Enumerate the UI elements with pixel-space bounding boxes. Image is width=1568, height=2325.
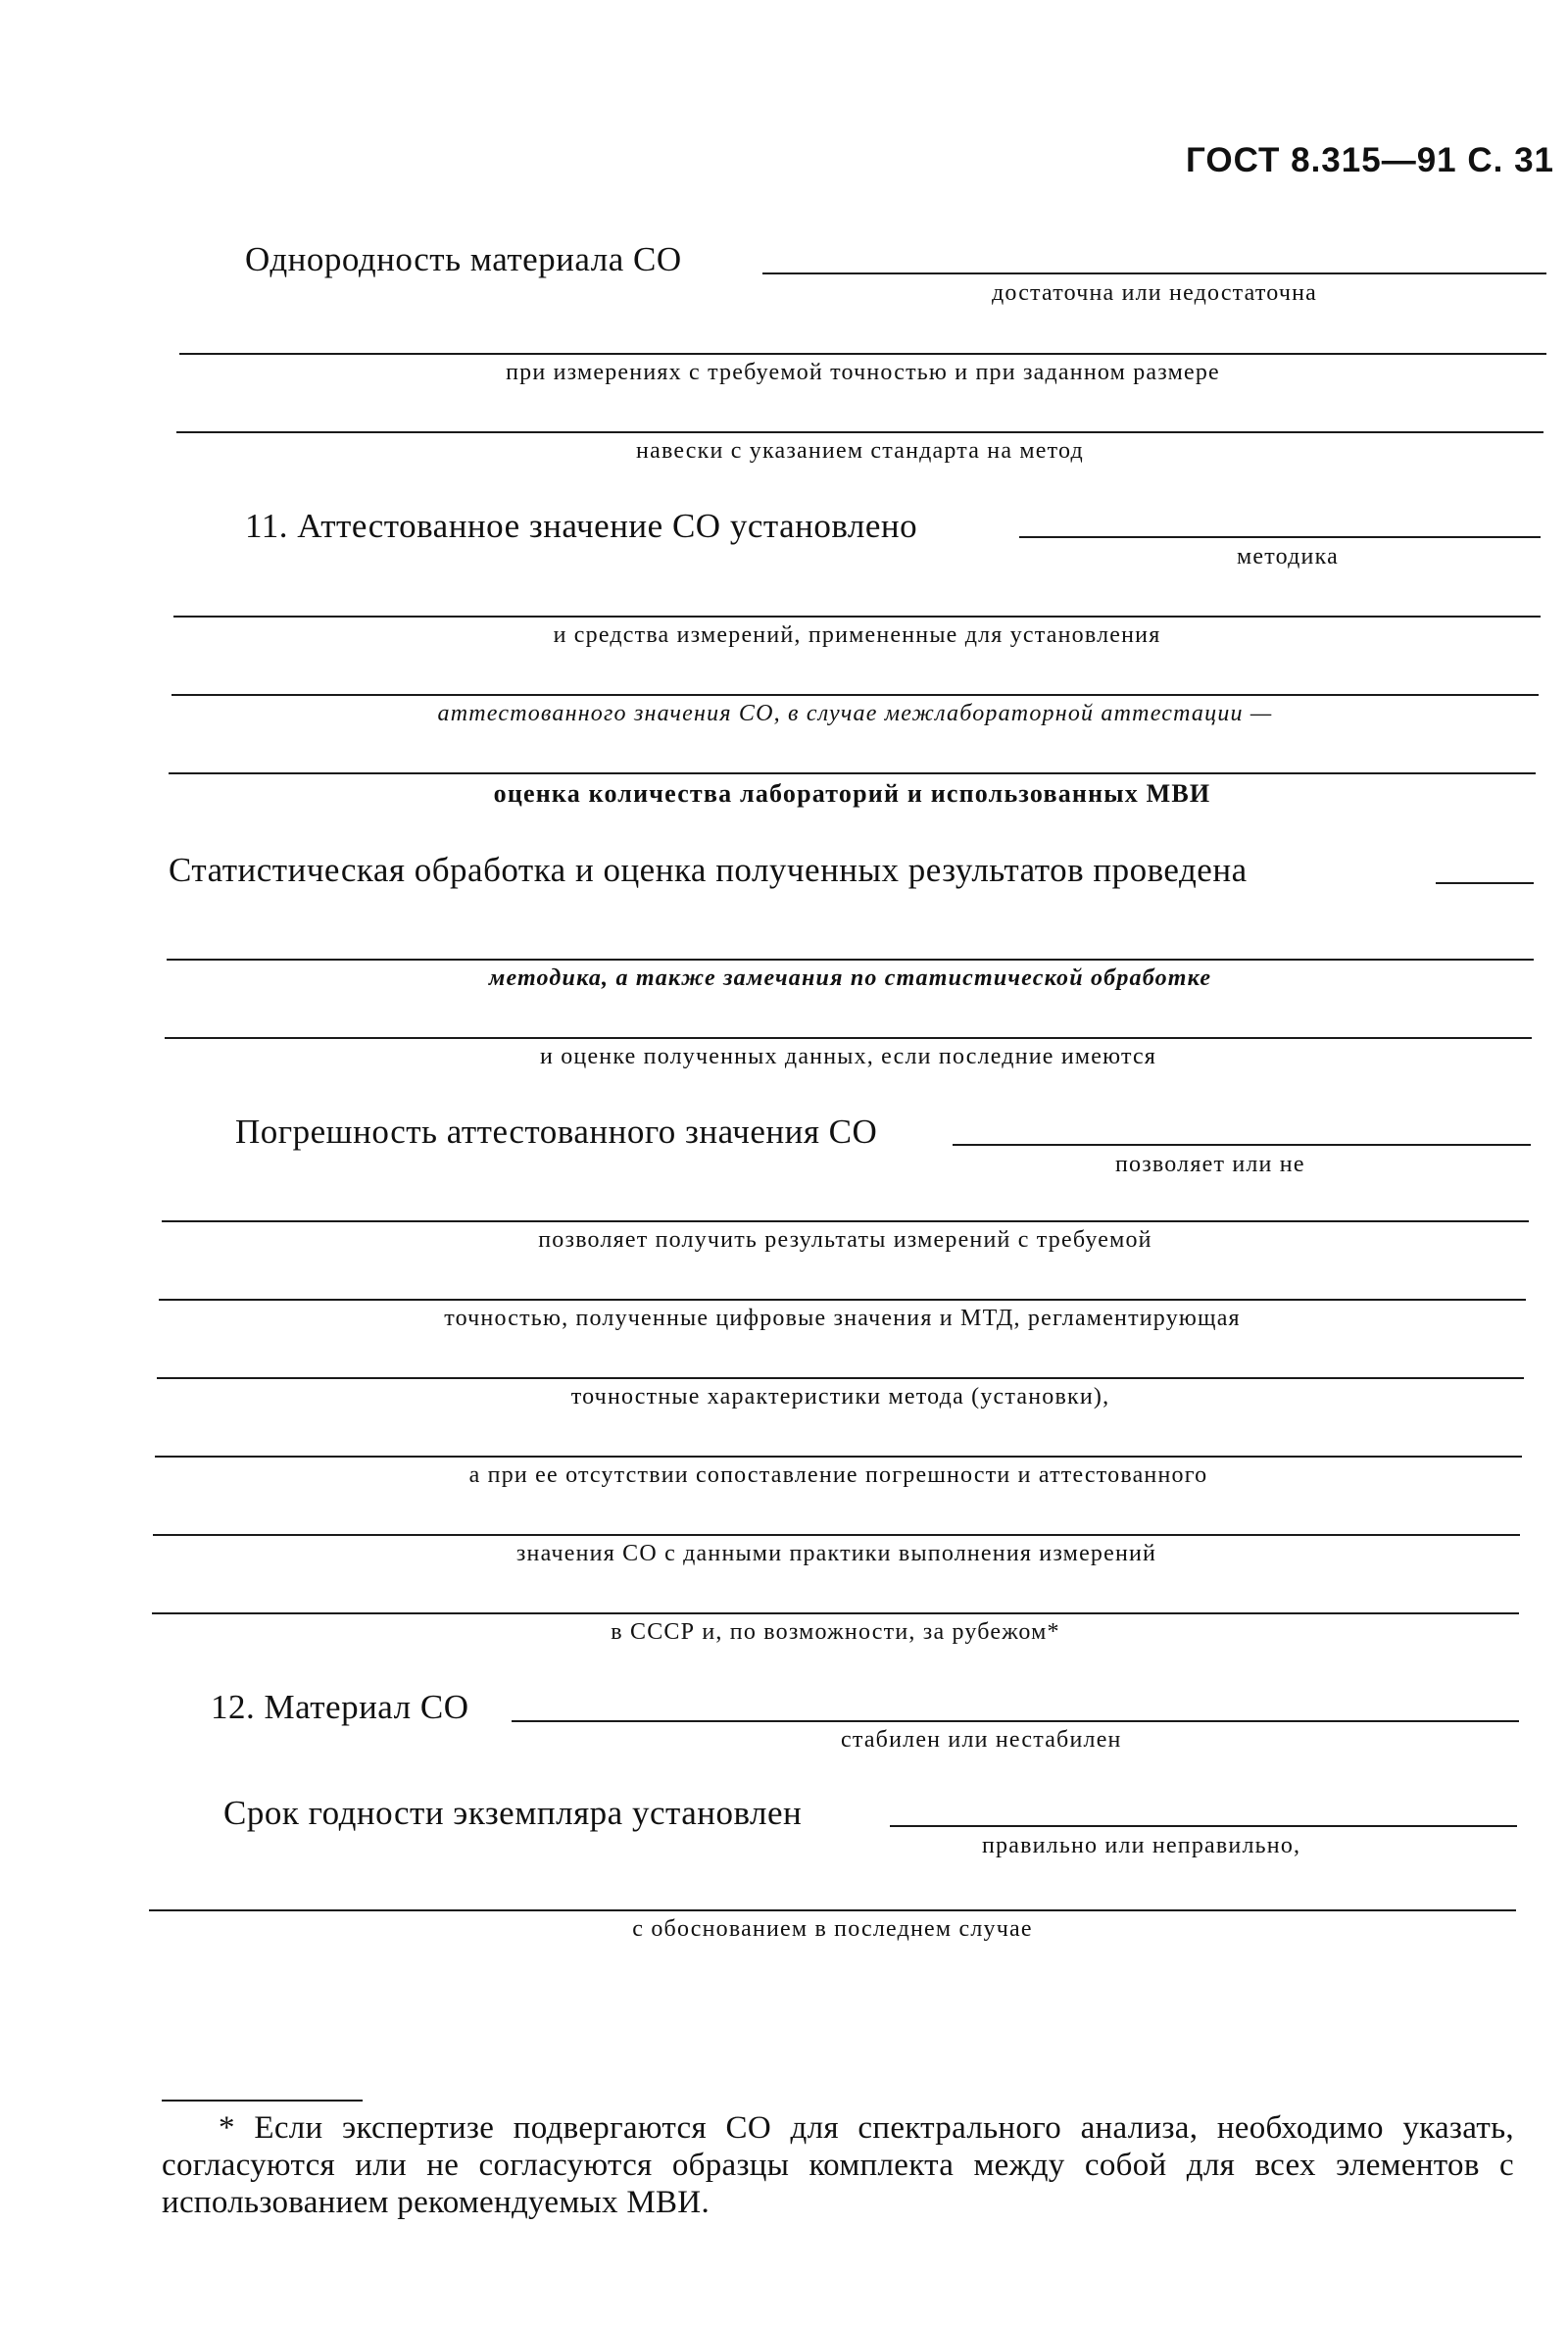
shelf-life-blank-2[interactable] <box>149 1909 1516 1911</box>
error-blank-4[interactable] <box>157 1377 1524 1379</box>
stats-blank-3[interactable] <box>165 1037 1532 1039</box>
item11-caption-4: оценка количества лабораторий и использованных МВИ <box>493 779 1211 808</box>
error-blank-3[interactable] <box>159 1299 1526 1301</box>
error-caption-5: а при ее отсутствии сопоставление погрешности и аттестованного <box>468 1462 1208 1488</box>
item11-blank-4[interactable] <box>169 772 1536 774</box>
item11-blank-2[interactable] <box>173 616 1541 618</box>
item11-caption-2: и средства измерений, примененные для установления <box>553 622 1161 648</box>
stats-blank-2[interactable] <box>167 959 1534 961</box>
stats-label: Статистическая обработка и оценка полученных результатов проведена <box>169 851 1248 889</box>
item12-blank[interactable] <box>512 1720 1519 1722</box>
shelf-life-label: Срок годности экземпляра установлен <box>223 1794 803 1832</box>
error-blank-6[interactable] <box>153 1534 1520 1536</box>
error-caption-7: в СССР и, по возможности, за рубежом* <box>611 1619 1060 1645</box>
error-caption-2: позволяет получить результаты измерений с требуемой <box>538 1227 1152 1253</box>
error-blank-2[interactable] <box>162 1220 1529 1222</box>
uniformity-label: Однородность материала СО <box>245 240 682 278</box>
footnote-separator <box>162 2100 363 2102</box>
error-caption-3: точностью, полученные цифровые значения и МТД, регламентирующая <box>444 1306 1241 1331</box>
shelf-life-caption: правильно или неправильно, <box>982 1833 1301 1858</box>
shelf-life-caption-2: с обоснованием в последнем случае <box>632 1916 1033 1942</box>
uniformity-blank-3[interactable] <box>176 431 1544 433</box>
uniformity-caption-3: навески с указанием стандарта на метод <box>636 438 1084 464</box>
item12-label: 12. Материал СО <box>211 1688 469 1726</box>
error-caption-4: точностные характеристики метода (установки), <box>570 1384 1110 1410</box>
error-caption: позволяет или не <box>1115 1152 1305 1177</box>
uniformity-blank[interactable] <box>762 272 1546 274</box>
stats-caption-2: и оценке полученных данных, если последние имеются <box>539 1044 1157 1069</box>
item11-blank[interactable] <box>1019 536 1541 538</box>
uniformity-caption: достаточна или недостаточна <box>991 280 1318 306</box>
stats-caption: методика, а также замечания по статистической обработке <box>488 965 1212 991</box>
shelf-life-blank[interactable] <box>890 1825 1517 1827</box>
item11-caption-3: аттестованного значения СО, в случае межлабораторной аттестации — <box>437 701 1273 726</box>
page-header: ГОСТ 8.315—91 С. 31 <box>1186 141 1555 179</box>
error-blank-5[interactable] <box>155 1456 1522 1458</box>
error-blank[interactable] <box>953 1144 1531 1146</box>
item11-caption: методика <box>1237 544 1339 569</box>
item12-caption: стабилен или нестабилен <box>841 1727 1122 1753</box>
item11-blank-3[interactable] <box>172 694 1539 696</box>
error-label: Погрешность аттестованного значения СО <box>235 1113 878 1151</box>
uniformity-caption-2: при измерениях с требуемой точностью и при заданном размере <box>506 360 1220 385</box>
footnote: * Если экспертизе подвергаются СО для спектрального анализа, необходимо указать, согласуются или не согласуются образцы комплекта между собой для всех элементов с использованием рекомендуемых МВИ. <box>162 2110 1514 2220</box>
error-blank-7[interactable] <box>152 1612 1519 1614</box>
stats-blank[interactable] <box>1436 882 1534 884</box>
error-caption-6: значения СО с данными практики выполнения измерений <box>515 1541 1157 1566</box>
item11-label: 11. Аттестованное значение СО установлено <box>245 507 918 545</box>
uniformity-blank-2[interactable] <box>179 353 1546 355</box>
